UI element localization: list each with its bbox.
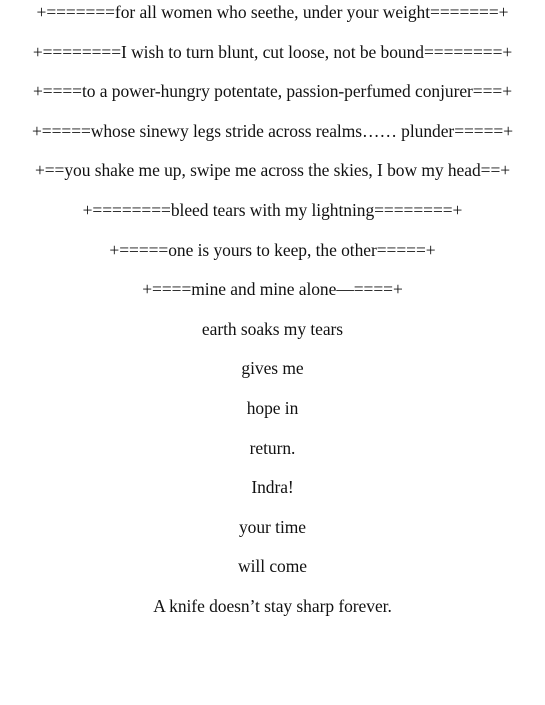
poem-line: +========I wish to turn blunt, cut loose, not be bound========+: [32, 41, 513, 62]
poem-line: Indra!: [251, 477, 294, 498]
poem-line: hope in: [246, 397, 299, 418]
poem-line: gives me: [241, 358, 304, 379]
poem-line: A knife doesn’t stay sharp forever.: [153, 595, 392, 616]
poem-line: will come: [238, 556, 307, 577]
poem-line: +=======for all women who seethe, under your weight=======+: [36, 2, 509, 22]
poem-line: +==you shake me up, swipe me across the skies, I bow my head==+: [34, 160, 511, 181]
poem-line: +====to a power-hungry potentate, passion-perfumed conjurer===+: [32, 81, 513, 102]
poem: [0, 2, 545, 636]
poem-line: your time: [239, 516, 306, 537]
poem-line: +=====one is yours to keep, the other=====+: [109, 239, 436, 260]
poem-line: +========bleed tears with my lightning========+: [82, 199, 463, 220]
poem-line: return.: [249, 437, 296, 458]
poem-line: +====mine and mine alone—====+: [142, 279, 403, 300]
poem-line: +=====whose sinewy legs stride across realms…… plunder=====+: [31, 120, 514, 141]
poem-line: earth soaks my tears: [201, 318, 344, 339]
